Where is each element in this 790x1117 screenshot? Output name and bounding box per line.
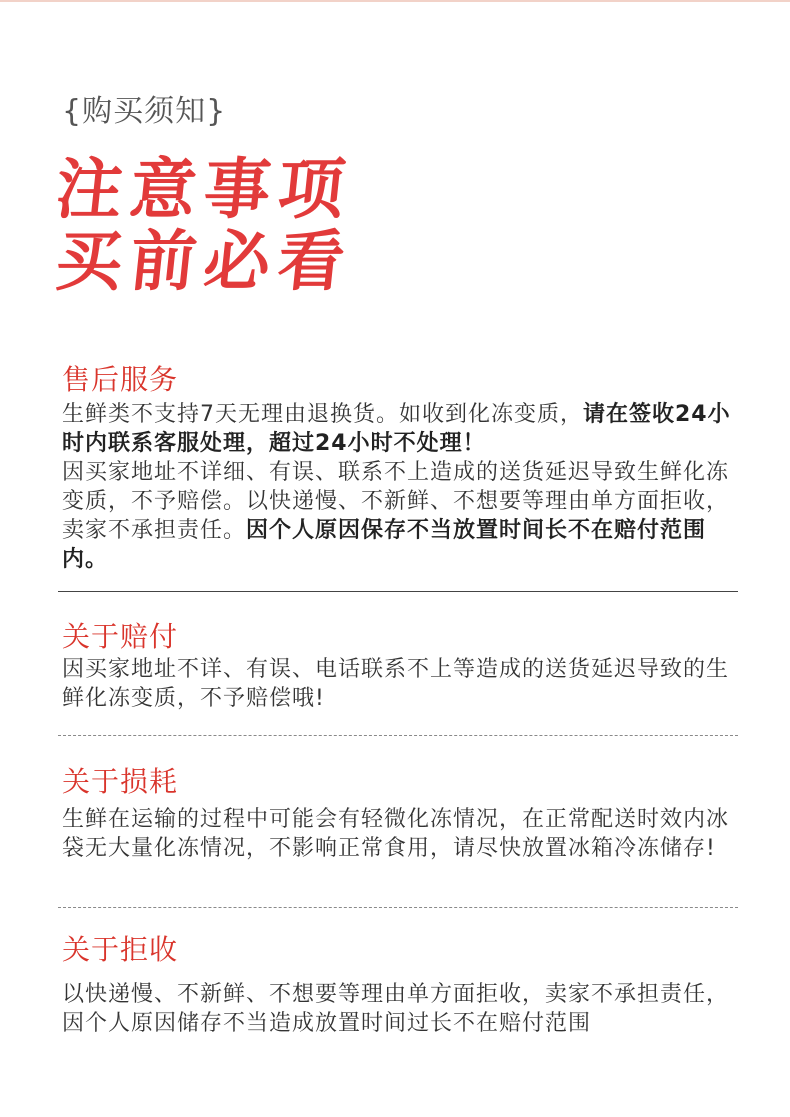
section-title-rejection: 关于拒收: [62, 933, 179, 966]
after-sales-text-2: 因买家地址不详细、有误、联系不上造成的送货延迟导致生鲜化冻变质，不予赔偿。以快递慢、不新鲜、不想要等理由单方面拒收，卖家不承担责任。: [62, 460, 730, 543]
top-rule: [0, 0, 790, 2]
section-divider-dashed-1: [58, 735, 738, 736]
section-title-compensation: 关于赔付: [62, 620, 179, 653]
section-body-loss: 生鲜在运输的过程中可能会有轻微化冻情况，在正常配送时效内冰袋无大量化冻情况，不影响正常食用，请尽快放置冰箱冷冻储存!: [62, 807, 730, 861]
headline-line-2: 买前必看: [52, 223, 357, 300]
section-title-loss: 关于损耗: [62, 765, 179, 798]
section-divider-dashed-2: [58, 907, 738, 908]
notice-tag: {购买须知}: [62, 94, 227, 129]
headline-line-1: 注意事项: [52, 151, 357, 228]
section-divider-solid: [58, 591, 738, 592]
section-title-after-sales: 售后服务: [62, 363, 179, 396]
after-sales-text-2-bold: 因个人原因保存不当放置时间长不在赔付范围内。: [62, 518, 707, 572]
section-body-after-sales: [62, 400, 738, 574]
after-sales-text-1-bold: 请在签收24小时内联系客服处理，超过24小时不处理！: [62, 402, 731, 456]
section-body-compensation: 因买家地址不详、有误、电话联系不上等造成的送货延迟导致的生鲜化冻变质，不予赔偿哦!: [62, 657, 730, 711]
after-sales-text-1: 生鲜类不支持7天无理由退换货。如收到化冻变质，: [62, 402, 583, 427]
section-body-rejection: 以快递慢、不新鲜、不想要等理由单方面拒收，卖家不承担责任，因个人原因储存不当造成放置时间过长不在赔付范围: [62, 982, 730, 1036]
